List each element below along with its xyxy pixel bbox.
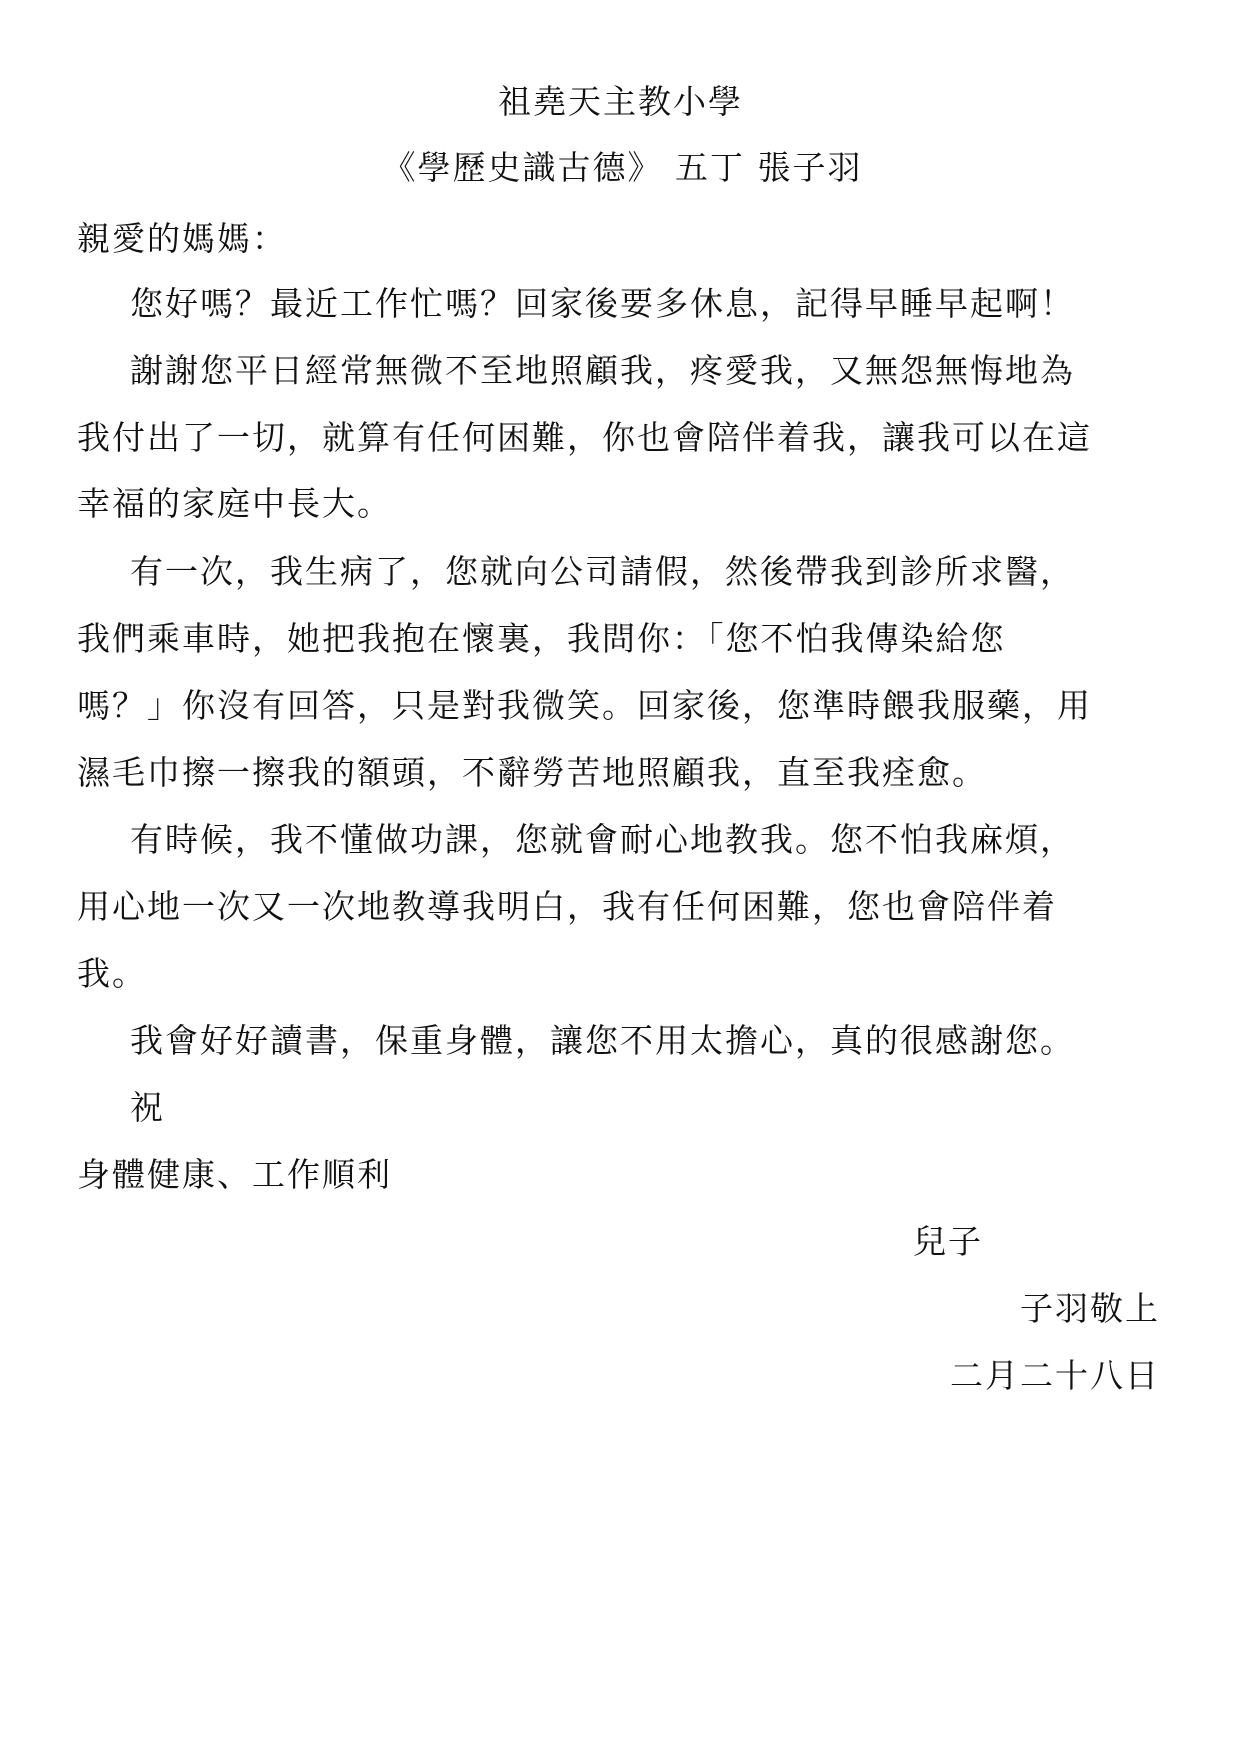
letter-date: 二月二十八日 — [950, 1356, 1160, 1395]
paragraph-sick-line-4: 濕毛巾擦一擦我的額頭，不辭勞苦地照顧我，直至我痊愈。 — [77, 753, 987, 792]
paragraph-homework-line-1: 有時候，我不懂做功課，您就會耐心地教我。您不怕我麻煩， — [130, 820, 1075, 859]
paragraph-thanks-line-3: 幸福的家庭中長大。 — [77, 484, 392, 523]
paragraph-greeting: 您好嗎？最近工作忙嗎？回家後要多休息，記得早睡早起啊！ — [130, 284, 1075, 323]
paragraph-promise: 我會好好讀書，保重身體，讓您不用太擔心，真的很感謝您。 — [130, 1021, 1075, 1060]
paragraph-thanks-line-2: 我付出了一切，就算有任何困難，你也會陪伴着我，讓我可以在這 — [77, 418, 1092, 457]
paragraph-homework-line-2: 用心地一次又一次地教導我明白，我有任何困難，您也會陪伴着 — [77, 887, 1057, 926]
closing-wish: 祝 — [130, 1088, 165, 1127]
signature-relation: 兒子 — [913, 1222, 983, 1261]
letter-title: 《學歷史識古德》 五丁 張子羽 — [382, 148, 863, 187]
closing-blessing: 身體健康、工作順利 — [77, 1155, 392, 1194]
signature-name: 子羽敬上 — [1020, 1289, 1160, 1328]
paragraph-homework-line-3: 我。 — [77, 954, 147, 993]
paragraph-thanks-line-1: 謝謝您平日經常無微不至地照顧我，疼愛我，又無怨無悔地為 — [130, 351, 1075, 390]
paragraph-sick-line-2: 我們乘車時，她把我抱在懷裏，我問你：「您不怕我傳染給您 — [77, 619, 1006, 658]
paragraph-sick-line-3: 嗎？」你沒有回答，只是對我微笑。回家後，您準時餵我服藥，用 — [77, 686, 1092, 725]
salutation: 親愛的媽媽： — [77, 219, 287, 258]
school-name: 祖堯天主教小學 — [498, 82, 743, 121]
paragraph-sick-line-1: 有一次，我生病了，您就向公司請假，然後帶我到診所求醫， — [130, 552, 1075, 591]
